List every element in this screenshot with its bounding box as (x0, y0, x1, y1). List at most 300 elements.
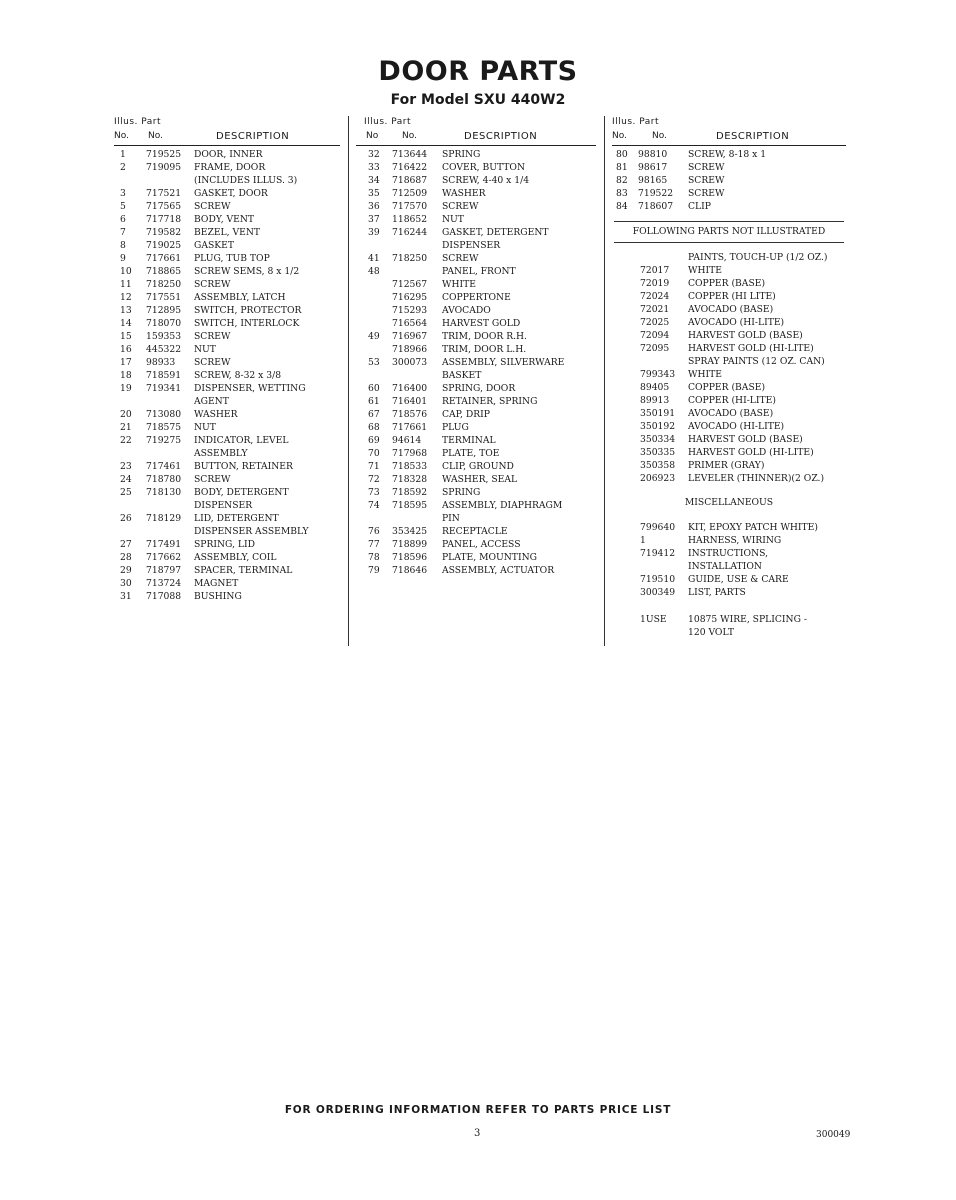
cell-description: SCREW (688, 175, 725, 186)
cell-illus-no: 36 (368, 201, 380, 212)
cell-illus-no: 84 (616, 201, 628, 212)
cell-part-no: 717661 (146, 253, 182, 264)
cell-description: ASSEMBLY, SILVERWARE (442, 357, 565, 368)
cell-description: SCREW, 8-32 x 3/8 (194, 370, 282, 381)
table-row (612, 560, 846, 573)
table-row (612, 547, 846, 560)
table-row (612, 355, 846, 368)
cell-description: ASSEMBLY, COIL (194, 552, 277, 563)
header-description: DESCRIPTION (216, 131, 290, 142)
cell-description: PAINTS, TOUCH-UP (1/2 OZ.) (688, 252, 828, 263)
cell-description: SPRING (442, 149, 481, 160)
cell-description: LIST, PARTS (688, 587, 746, 598)
table-row (356, 317, 596, 330)
cell-illus-no: 60 (368, 383, 380, 394)
table-row (114, 291, 340, 304)
header-illus-no: No (366, 131, 379, 141)
header-description: DESCRIPTION (464, 131, 538, 142)
cell-description: COPPER (HI LITE) (688, 291, 776, 302)
cell-description: HARNESS, WIRING (688, 535, 782, 546)
cell-part-no: 716422 (392, 162, 428, 173)
table-row (356, 200, 596, 213)
cell-description: GUIDE, USE & CARE (688, 574, 789, 585)
table-row (612, 613, 846, 626)
table-row (356, 252, 596, 265)
table-row (612, 534, 846, 547)
cell-part-no: 718070 (146, 318, 182, 329)
table-row (114, 525, 340, 538)
cell-part-no: 89405 (640, 382, 670, 393)
table-row (114, 499, 340, 512)
table-row (114, 577, 340, 590)
cell-description: WASHER (194, 409, 238, 420)
cell-description: AVOCADO (HI-LITE) (688, 421, 785, 432)
cell-description: AVOCADO (HI-LITE) (688, 317, 785, 328)
cell-illus-no: 33 (368, 162, 380, 173)
cell-description: COPPER (BASE) (688, 382, 766, 393)
cell-illus-no: 81 (616, 162, 628, 173)
cell-description: WASHER, SEAL (442, 474, 518, 485)
header-rule (114, 145, 340, 146)
cell-part-no: 719525 (146, 149, 182, 160)
table-row (114, 239, 340, 252)
header-part-no: No. (402, 131, 417, 141)
table-row (612, 200, 846, 213)
cell-description: WASHER (442, 188, 486, 199)
cell-description: SCREW (194, 474, 231, 485)
cell-description: TERMINAL (442, 435, 496, 446)
table-row (356, 551, 596, 564)
cell-illus-no: 69 (368, 435, 380, 446)
cell-illus-no: 35 (368, 188, 380, 199)
table-row (356, 499, 596, 512)
table-row (114, 304, 340, 317)
table-row (612, 316, 846, 329)
cell-part-no: 1 (640, 535, 646, 546)
cell-part-no: 719341 (146, 383, 182, 394)
cell-illus-no: 22 (120, 435, 132, 446)
cell-part-no: 718250 (146, 279, 182, 290)
cell-description: SCREW (442, 253, 479, 264)
cell-part-no: 717718 (146, 214, 182, 225)
column-header (356, 116, 596, 148)
cell-description: CLIP, GROUND (442, 461, 514, 472)
cell-part-no: 350358 (640, 460, 676, 471)
table-row (356, 265, 596, 278)
cell-description: MAGNET (194, 578, 239, 589)
cell-part-no: 718250 (392, 253, 428, 264)
cell-part-no: 718575 (146, 422, 182, 433)
cell-illus-no: 77 (368, 539, 380, 550)
cell-description: HARVEST GOLD (HI-LITE) (688, 343, 814, 354)
cell-description: SPRING, DOOR (442, 383, 516, 394)
header-rule (612, 145, 846, 146)
parts-column-3 (612, 116, 846, 639)
table-row (114, 343, 340, 356)
cell-description: SCREW (688, 162, 725, 173)
table-row (356, 395, 596, 408)
cell-illus-no: 71 (368, 461, 380, 472)
cell-part-no: 716564 (392, 318, 428, 329)
cell-illus-no: 41 (368, 253, 380, 264)
cell-description: BODY, VENT (194, 214, 255, 225)
cell-part-no: 716400 (392, 383, 428, 394)
cell-part-no: 719025 (146, 240, 182, 251)
cell-illus-no: 28 (120, 552, 132, 563)
cell-part-no: 72017 (640, 265, 670, 276)
cell-part-no: 718865 (146, 266, 182, 277)
table-row (356, 304, 596, 317)
cell-illus-no: 31 (120, 591, 132, 602)
table-row (114, 486, 340, 499)
table-row (114, 551, 340, 564)
cell-description: COPPER (BASE) (688, 278, 766, 289)
table-row (356, 148, 596, 161)
miscellaneous-list (612, 521, 846, 599)
cell-part-no: 72095 (640, 343, 670, 354)
cell-description: AVOCADO (442, 305, 491, 316)
cell-illus-no: 37 (368, 214, 380, 225)
cell-illus-no: 10 (120, 266, 132, 277)
table-row (356, 239, 596, 252)
cell-illus-no: 12 (120, 292, 132, 303)
cell-illus-no: 18 (120, 370, 132, 381)
cell-illus-no: 26 (120, 513, 132, 524)
cell-description: SPACER, TERMINAL (194, 565, 293, 576)
cell-description: ASSEMBLY (194, 448, 248, 459)
cell-part-no: 719582 (146, 227, 182, 238)
table-row (356, 174, 596, 187)
cell-description: WHITE (688, 265, 722, 276)
table-row (114, 356, 340, 369)
section-heading-not-illustrated: FOLLOWING PARTS NOT ILLUSTRATED (632, 226, 826, 237)
table-row (612, 251, 846, 264)
cell-description: SCREW SEMS, 8 x 1/2 (194, 266, 300, 277)
cell-illus-no: 14 (120, 318, 132, 329)
cell-description: GASKET (194, 240, 234, 251)
table-row (356, 343, 596, 356)
cell-part-no: 159353 (146, 331, 182, 342)
cell-part-no: 445322 (146, 344, 182, 355)
cell-part-no: 717521 (146, 188, 182, 199)
cell-part-no: 718780 (146, 474, 182, 485)
table-row (356, 226, 596, 239)
cell-description: PLATE, TOE (442, 448, 500, 459)
cell-illus-no: 73 (368, 487, 380, 498)
cell-illus-no: 32 (368, 149, 380, 160)
cell-part-no: 98617 (638, 162, 668, 173)
cell-illus-no: 17 (120, 357, 132, 368)
cell-description: PRIMER (GRAY) (688, 460, 765, 471)
page-number: 3 (474, 1128, 481, 1139)
cell-description: AVOCADO (BASE) (688, 408, 774, 419)
cell-part-no: 98165 (638, 175, 668, 186)
cell-part-no: 718328 (392, 474, 428, 485)
table-row (114, 265, 340, 278)
cell-part-no: 718687 (392, 175, 428, 186)
table-row (114, 538, 340, 551)
table-row (356, 330, 596, 343)
cell-illus-no: 25 (120, 487, 132, 498)
cell-illus-no: 34 (368, 175, 380, 186)
cell-illus-no: 21 (120, 422, 132, 433)
cell-part-no: 718595 (392, 500, 428, 511)
cell-description: COVER, BUTTON (442, 162, 525, 173)
cell-description: INSTALLATION (688, 561, 762, 572)
table-row (114, 174, 340, 187)
cell-description: PLUG, TUB TOP (194, 253, 270, 264)
cell-part-no: 712895 (146, 305, 182, 316)
cell-part-no: 799343 (640, 369, 676, 380)
table-row (356, 213, 596, 226)
cell-part-no: 799640 (640, 522, 676, 533)
cell-description: ASSEMBLY, LATCH (194, 292, 286, 303)
cell-part-no: 300073 (392, 357, 428, 368)
cell-part-no: 712509 (392, 188, 428, 199)
cell-illus-no: 11 (120, 279, 132, 290)
table-row (356, 382, 596, 395)
cell-description: NUT (194, 422, 216, 433)
cell-part-no: 94614 (392, 435, 422, 446)
cell-part-no: 719412 (640, 548, 676, 559)
cell-part-no: 719095 (146, 162, 182, 173)
cell-description: HARVEST GOLD (442, 318, 521, 329)
column-divider (348, 116, 349, 646)
cell-description: HARVEST GOLD (HI-LITE) (688, 447, 814, 458)
cell-description: ASSEMBLY, ACTUATOR (442, 565, 555, 576)
table-row (356, 460, 596, 473)
cell-part-no: 72024 (640, 291, 670, 302)
header-illus-no: No. (612, 131, 627, 141)
cell-description: COPPER (HI-LITE) (688, 395, 776, 406)
cell-part-no: 350335 (640, 447, 676, 458)
table-row (114, 252, 340, 265)
cell-description: SWITCH, INTERLOCK (194, 318, 300, 329)
cell-description: BUTTON, RETAINER (194, 461, 293, 472)
not-illustrated-list (612, 251, 846, 485)
cell-description: FRAME, DOOR (194, 162, 266, 173)
table-row (612, 433, 846, 446)
cell-description: AVOCADO (BASE) (688, 304, 774, 315)
cell-part-no: 72021 (640, 304, 670, 315)
cell-illus-no: 15 (120, 331, 132, 342)
table-row (114, 395, 340, 408)
cell-description: SCREW, 4-40 x 1/4 (442, 175, 530, 186)
column-header (612, 116, 846, 148)
cell-description: RETAINER, SPRING (442, 396, 538, 407)
cell-illus-no: 5 (120, 201, 126, 212)
column-header (114, 116, 340, 148)
cell-illus-no: 24 (120, 474, 132, 485)
table-row (114, 369, 340, 382)
cell-part-no: 718607 (638, 201, 674, 212)
table-row (612, 277, 846, 290)
cell-part-no: 98933 (146, 357, 176, 368)
cell-illus-no: 7 (120, 227, 126, 238)
cell-description: CAP, DRIP (442, 409, 490, 420)
cell-description: DISPENSER (442, 240, 501, 251)
table-row (356, 369, 596, 382)
table-row (612, 329, 846, 342)
cell-illus-no: 27 (120, 539, 132, 550)
header-description: DESCRIPTION (716, 131, 790, 142)
cell-description: TRIM, DOOR R.H. (442, 331, 527, 342)
cell-part-no: 350191 (640, 408, 676, 419)
cell-description: LEVELER (THINNER)(2 OZ.) (688, 473, 825, 484)
table-row (612, 187, 846, 200)
cell-part-no: 716244 (392, 227, 428, 238)
cell-part-no: 718533 (392, 461, 428, 472)
cell-description: HARVEST GOLD (BASE) (688, 330, 803, 341)
cell-description: PLATE, MOUNTING (442, 552, 537, 563)
table-row (114, 382, 340, 395)
table-row (612, 459, 846, 472)
column-divider (604, 116, 605, 646)
cell-description: SCREW (194, 201, 231, 212)
section-heading-miscellaneous: MISCELLANEOUS (684, 497, 774, 508)
cell-part-no: 717088 (146, 591, 182, 602)
table-row (612, 420, 846, 433)
table-row (114, 317, 340, 330)
cell-description: SCREW (194, 331, 231, 342)
cell-description: 10875 WIRE, SPLICING - (688, 614, 807, 625)
cell-description: TRIM, DOOR L.H. (442, 344, 527, 355)
cell-description: NUT (194, 344, 216, 355)
table-row (356, 408, 596, 421)
table-row (612, 342, 846, 355)
table-row (356, 473, 596, 486)
cell-part-no: 717570 (392, 201, 428, 212)
table-row (612, 290, 846, 303)
cell-part-no: 716967 (392, 331, 428, 342)
table-row (612, 303, 846, 316)
cell-description: PANEL, FRONT (442, 266, 516, 277)
cell-description: KIT, EPOXY PATCH WHITE) (688, 522, 818, 533)
cell-part-no: 716401 (392, 396, 428, 407)
parts-column-1 (114, 116, 340, 603)
cell-part-no: 718130 (146, 487, 182, 498)
cell-part-no: 712567 (392, 279, 428, 290)
table-row (356, 434, 596, 447)
cell-part-no: 718596 (392, 552, 428, 563)
cell-part-no: 713724 (146, 578, 182, 589)
table-row (612, 161, 846, 174)
cell-description: SWITCH, PROTECTOR (194, 305, 302, 316)
table-row (114, 226, 340, 239)
cell-illus-no: 49 (368, 331, 380, 342)
cell-illus-no: 53 (368, 357, 380, 368)
cell-description: SPRING (442, 487, 481, 498)
cell-description: NUT (442, 214, 464, 225)
cell-part-no: 718129 (146, 513, 182, 524)
cell-illus-no: 74 (368, 500, 380, 511)
cell-description: SCREW (442, 201, 479, 212)
cell-description: DISPENSER, WETTING (194, 383, 306, 394)
table-row (114, 200, 340, 213)
cell-description: ASSEMBLY, DIAPHRAGM (442, 500, 563, 511)
table-row (114, 447, 340, 460)
table-row (612, 521, 846, 534)
table-row (356, 564, 596, 577)
cell-part-no: 72094 (640, 330, 670, 341)
cell-part-no: 717662 (146, 552, 182, 563)
cell-part-no: 118652 (392, 214, 428, 225)
cell-illus-no: 1 (120, 149, 126, 160)
cell-illus-no: 3 (120, 188, 126, 199)
table-row (612, 472, 846, 485)
cell-description: LID, DETERGENT (194, 513, 279, 524)
table-row (114, 408, 340, 421)
table-row (356, 356, 596, 369)
table-row (356, 512, 596, 525)
cell-illus-no: 23 (120, 461, 132, 472)
cell-illus-no: 9 (120, 253, 126, 264)
cell-description: SCREW, 8-18 x 1 (688, 149, 767, 160)
cell-description: INDICATOR, LEVEL (194, 435, 289, 446)
header-illus-part: Illus. Part (612, 117, 660, 127)
cell-illus-no: 48 (368, 266, 380, 277)
cell-part-no: 715293 (392, 305, 428, 316)
cell-description: WHITE (688, 369, 722, 380)
header-rule (356, 145, 596, 146)
table-row (612, 148, 846, 161)
table-row (114, 213, 340, 226)
cell-description: 120 VOLT (688, 627, 734, 638)
cell-description: PANEL, ACCESS (442, 539, 521, 550)
table-row (356, 538, 596, 551)
cell-part-no: 718797 (146, 565, 182, 576)
table-row (612, 446, 846, 459)
cell-illus-no: 39 (368, 227, 380, 238)
cell-illus-no: 2 (120, 162, 126, 173)
table-row (612, 174, 846, 187)
cell-part-no: 718591 (146, 370, 182, 381)
cell-description: DOOR, INNER (194, 149, 263, 160)
cell-description: SPRAY PAINTS (12 OZ. CAN) (688, 356, 825, 367)
cell-illus-no: 30 (120, 578, 132, 589)
cell-description: HARVEST GOLD (BASE) (688, 434, 803, 445)
parts-column-2 (356, 116, 596, 577)
cell-illus-no: 78 (368, 552, 380, 563)
cell-part-no: 713080 (146, 409, 182, 420)
cell-description: CLIP (688, 201, 711, 212)
cell-description: SCREW (194, 357, 231, 368)
cell-description: RECEPTACLE (442, 526, 508, 537)
table-row (612, 368, 846, 381)
cell-part-no: 98810 (638, 149, 668, 160)
cell-description: DISPENSER (194, 500, 253, 511)
cell-part-no: 718899 (392, 539, 428, 550)
cell-description: BUSHING (194, 591, 242, 602)
cell-part-no: 1USE (640, 614, 667, 625)
cell-part-no: 716295 (392, 292, 428, 303)
miscellaneous-list-extra (612, 613, 846, 639)
cell-part-no: 350192 (640, 421, 676, 432)
table-row (114, 512, 340, 525)
table-row (612, 394, 846, 407)
ordering-info-footer: FOR ORDERING INFORMATION REFER TO PARTS PRICE LIST (284, 1104, 672, 1116)
header-part-no: No. (652, 131, 667, 141)
cell-description: BODY, DETERGENT (194, 487, 289, 498)
parts-list (114, 148, 340, 603)
cell-description: DISPENSER ASSEMBLY (194, 526, 309, 537)
cell-illus-no: 76 (368, 526, 380, 537)
cell-part-no: 718592 (392, 487, 428, 498)
cell-part-no: 717968 (392, 448, 428, 459)
cell-part-no: 719522 (638, 188, 674, 199)
cell-description: PLUG (442, 422, 469, 433)
cell-part-no: 89913 (640, 395, 670, 406)
